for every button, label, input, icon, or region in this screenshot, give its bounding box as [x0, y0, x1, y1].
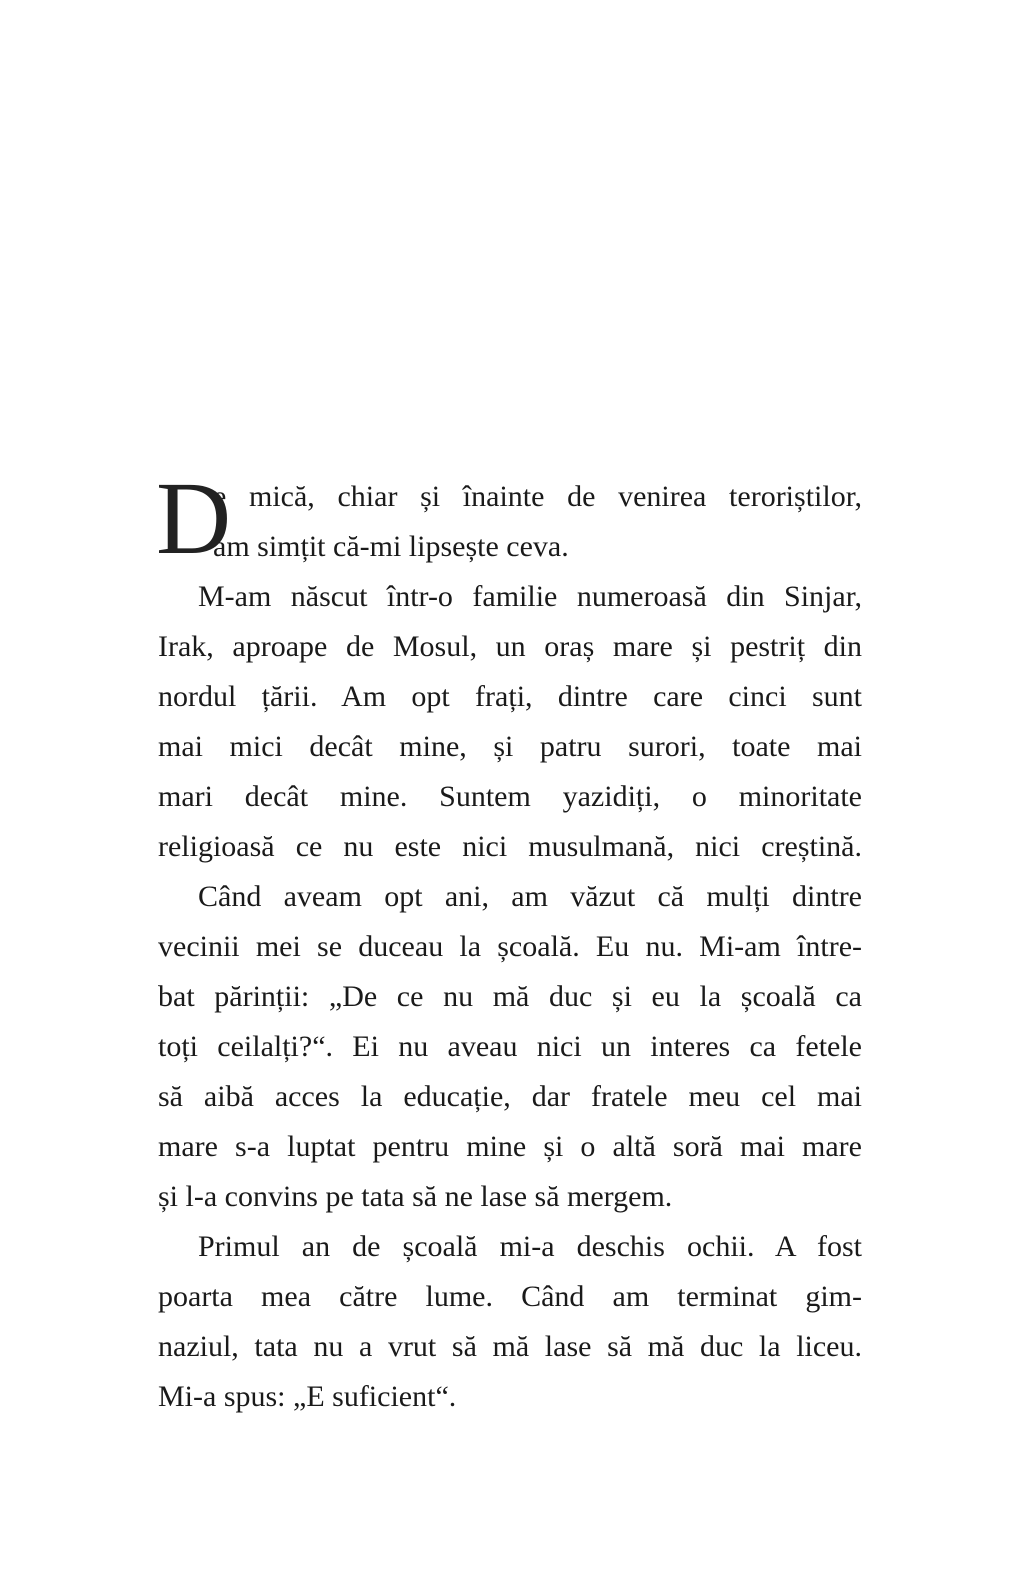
text-line: mari decât mine. Suntem yazidiți, o minoritate: [158, 780, 862, 813]
drop-cap: D: [156, 461, 232, 576]
text-line: mai mici decât mine, și patru surori, toate mai: [158, 730, 862, 763]
text-line: e mică, chiar și înainte de venirea teroriștilor,: [213, 480, 862, 513]
text-line: Mi-a spus: „E suficient“.: [158, 1380, 457, 1413]
text-line: nordul țării. Am opt frați, dintre care cinci sunt: [158, 680, 862, 713]
text-line: mare s-a luptat pentru mine și o altă soră mai mare: [158, 1130, 862, 1163]
text-line: am simțit că-mi lipsește ceva.: [213, 530, 569, 563]
text-line: și l-a convins pe tata să ne lase să mergem.: [158, 1180, 673, 1213]
text-line: religioasă ce nu este nici musulmană, nici creștină.: [158, 830, 862, 863]
text-line: să aibă acces la educație, dar fratele meu cel mai: [158, 1080, 862, 1113]
text-line: vecinii mei se duceau la școală. Eu nu. Mi-am între-: [158, 930, 862, 963]
text-line: bat părinții: „De ce nu mă duc și eu la școală ca: [158, 980, 862, 1013]
text-line: Primul an de școală mi-a deschis ochii. A fost: [198, 1230, 862, 1263]
text-line: naziul, tata nu a vrut să mă lase să mă duc la liceu.: [158, 1330, 862, 1363]
text-line: Când aveam opt ani, am văzut că mulți dintre: [198, 880, 862, 913]
text-line: toți ceilalți?“. Ei nu aveau nici un interes ca fetele: [158, 1030, 862, 1063]
text-line: poarta mea către lume. Când am terminat gim-: [158, 1280, 862, 1313]
body-text: [156, 461, 862, 1422]
text-line: M-am născut într-o familie numeroasă din Sinjar,: [198, 580, 862, 613]
text-line: Irak, aproape de Mosul, un oraș mare și pestriț din: [158, 630, 862, 663]
